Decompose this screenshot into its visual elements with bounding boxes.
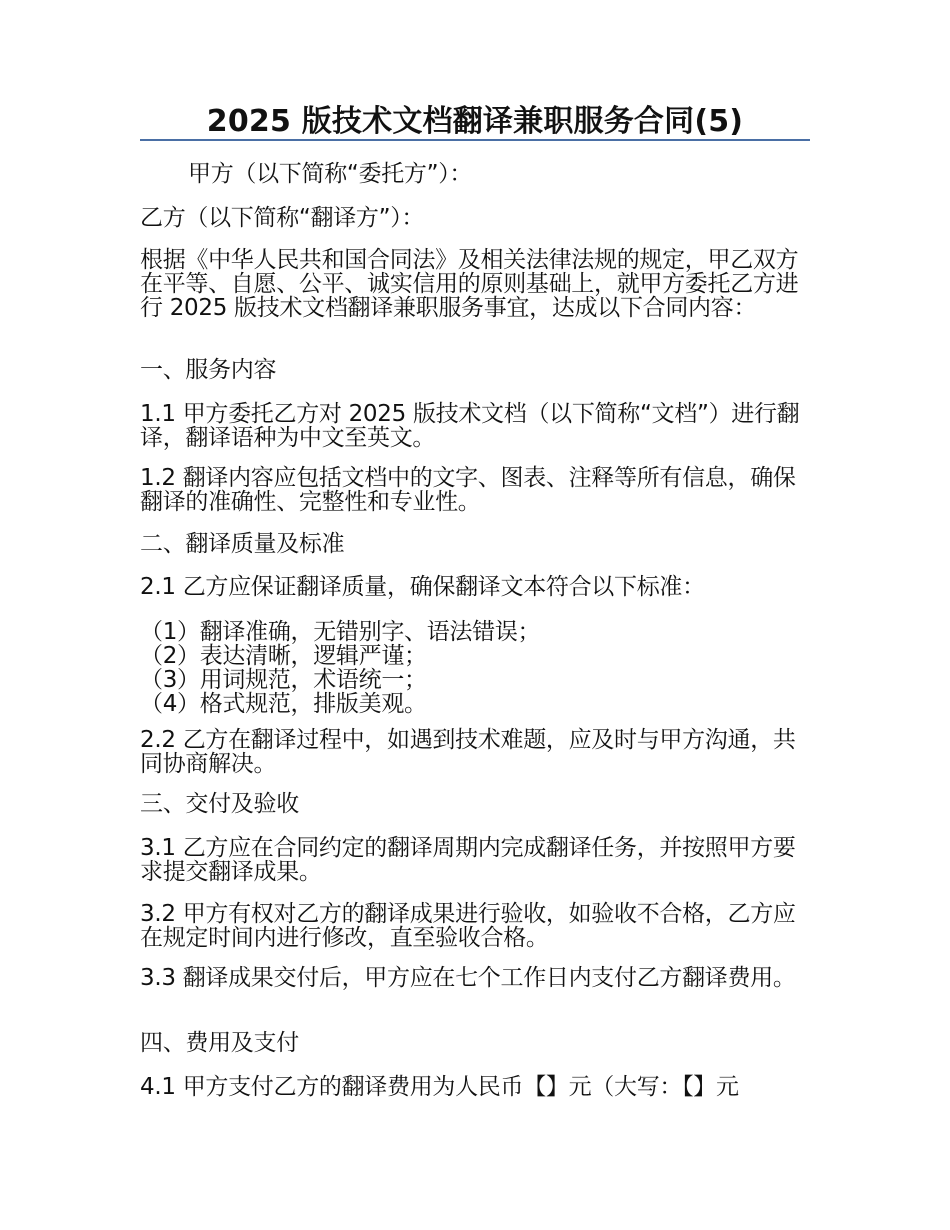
clause-4-1: 4.1 甲方支付乙方的翻译费用为人民币【】元（大写：【】元 xyxy=(140,1074,739,1100)
clause-3-1: 3.1 乙方应在合同约定的翻译周期内完成翻译任务，并按照甲方要求提交翻译成果。 xyxy=(140,835,796,885)
standard-item-2: （2）表达清晰，逻辑严谨； xyxy=(140,643,427,669)
preamble-paragraph: 根据《中华人民共和国合同法》及相关法律法规的规定，甲乙双方在平等、自愿、公平、诚实信用的原则基础上，就甲方委托乙方进行 2025 版技术文档翻译兼职服务事宜，达成以下合同内容： xyxy=(140,247,799,321)
section-heading-quality: 二、翻译质量及标准 xyxy=(140,531,345,557)
clause-3-3: 3.3 翻译成果交付后，甲方应在七个工作日内支付乙方翻译费用。 xyxy=(140,965,796,991)
standard-item-4: （4）格式规范，排版美观。 xyxy=(140,691,427,717)
clause-1-2: 1.2 翻译内容应包括文档中的文字、图表、注释等所有信息，确保翻译的准确性、完整性和专业性。 xyxy=(140,465,796,515)
standard-item-3: （3）用词规范，术语统一； xyxy=(140,667,427,693)
party-a-line: 甲方（以下简称“委托方”）： xyxy=(188,161,473,187)
clause-3-2: 3.2 甲方有权对乙方的翻译成果进行验收，如验收不合格，乙方应在规定时间内进行修改，直至验收合格。 xyxy=(140,901,796,951)
title-underline xyxy=(140,139,810,141)
party-b-line: 乙方（以下简称“翻译方”）： xyxy=(140,205,425,231)
document-title: 2025 版技术文档翻译兼职服务合同(5) xyxy=(206,104,744,139)
quality-standards-list xyxy=(140,620,812,716)
section-heading-service: 一、服务内容 xyxy=(140,357,277,383)
clause-2-1: 2.1 乙方应保证翻译质量，确保翻译文本符合以下标准： xyxy=(140,574,705,600)
clause-1-1: 1.1 甲方委托乙方对 2025 版技术文档（以下简称“文档”）进行翻译，翻译语种为中文至英文。 xyxy=(140,401,800,451)
clause-2-2: 2.2 乙方在翻译过程中，如遇到技术难题，应及时与甲方沟通，共同协商解决。 xyxy=(140,727,796,777)
section-heading-delivery: 三、交付及验收 xyxy=(140,791,299,817)
section-heading-payment: 四、费用及支付 xyxy=(140,1030,299,1056)
standard-item-1: （1）翻译准确，无错别字、语法错误； xyxy=(140,619,541,645)
